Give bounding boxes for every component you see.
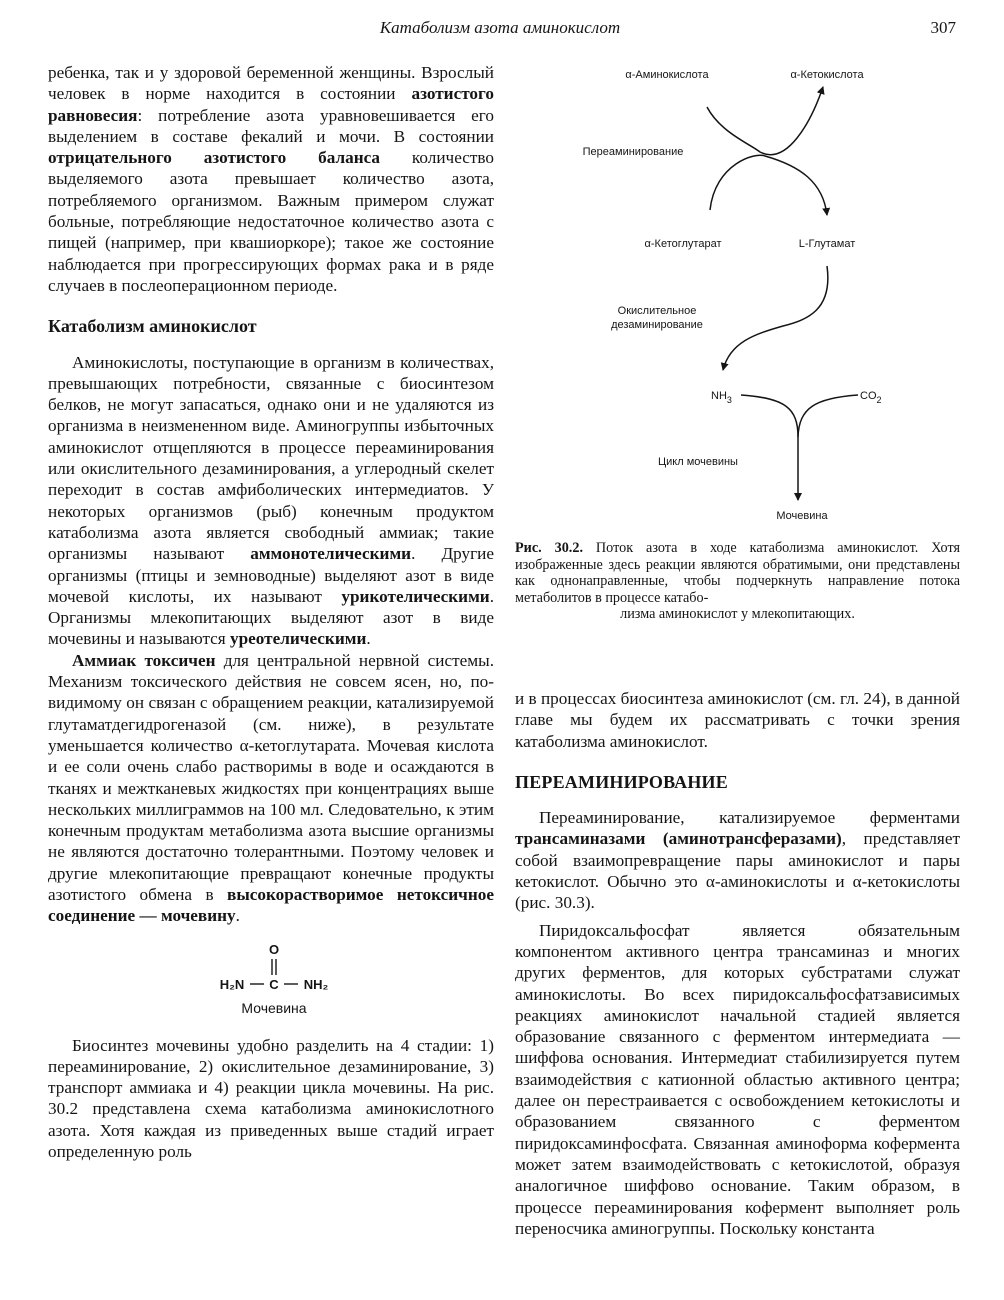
label-l-glutamate: L-Глутамат xyxy=(798,238,856,250)
label-transamination: Переаминирование xyxy=(582,146,684,158)
urea-right-group: NH₂ xyxy=(303,976,329,992)
label-nh3: $NH_3$ xyxy=(711,390,732,405)
caption-text: Рис. 30.2. Поток азота в ходе катаболизма аминокислот. Хотя изображенные здесь реакции являются обратимыми, они представлены как однонаправленные, чтобы подчеркнуть направление потока метаболитов в процессе катабо- xyxy=(515,540,960,606)
paragraph-urea-biosynthesis: Биосинтез мочевины удобно разделить на 4 стадии: 1) переаминирование, 2) окислительное дезаминирование, 3) транспорт аммиака и 4) реакции цикла мочевины. На рис. 30.2 представлена схема катаболизма аминокислотного азота. Хотя каждая из приведенных выше стадий играет определенную роль xyxy=(48,1035,494,1162)
page-number: 307 xyxy=(930,18,956,37)
running-head xyxy=(0,14,1004,38)
section-heading-transamination: ПЕРЕАМИНИРОВАНИЕ xyxy=(515,771,728,792)
left-column xyxy=(48,62,494,1162)
label-alpha-amino-acid: α-Аминокислота xyxy=(625,69,709,81)
figure-nitrogen-flow xyxy=(515,52,960,527)
label-urea-cycle: Цикл мочевины xyxy=(658,456,738,468)
caption-label: Рис. 30.2. xyxy=(515,540,583,556)
urea-carbon: C xyxy=(269,976,279,992)
paragraph-nitrogen-balance: ребенка, так и у здоровой беременной женщины. Взрослый человек в норме находится в состоянии азотистого равновесия: потребление азота уравновешивается его выделением в составе фекалий и мочи. В состоянии отрицательного азотистого баланса количество выделяемого азота превышает количество азота, потребляемого организмом. Важным примером служат больные, потребляющие недостаточное количество азота с пищей (например, при квашиоркоре); такое же состояние наблюдается при прогрессирующих формах рака и в ряде случаев в послеоперационном периоде. xyxy=(48,63,494,295)
right-column xyxy=(515,688,960,1239)
term-ammonia-toxic: Аммиак токсичен xyxy=(72,650,216,670)
arrow-transamination-top xyxy=(707,87,823,155)
paragraph-transamination: Переаминирование, катализируемое ферментами трансаминазами (аминотрансферазами), представляет собой взаимопревращение пары аминокислот и пары кетокислот. Обычно это α-аминокислоты и α-кетокислоты (рис. 30.3). xyxy=(515,808,960,913)
term-transaminases: трансаминазами (аминотрансферазами) xyxy=(515,829,842,849)
term-urea-compound: высокорастворимое нетоксичное соединение — мочевину xyxy=(48,884,494,926)
arrow-oxidative-deamination xyxy=(723,266,828,370)
label-alpha-keto-acid: α-Кетокислота xyxy=(790,69,864,81)
label-oxidative-2: дезаминирование xyxy=(611,319,703,331)
urea-oxygen: O xyxy=(268,941,280,957)
urea-structure-diagram xyxy=(206,941,346,1023)
urea-left-group: H₂N xyxy=(219,976,245,992)
arrow-nh3-to-urea xyxy=(741,395,798,500)
caption-last-line: лизма аминокислот у млекопитающих. xyxy=(620,606,855,622)
figure-caption xyxy=(515,540,960,623)
section-heading-catabolism: Катаболизм аминокислот xyxy=(48,316,257,337)
term-nitrogen-equilibrium: азотистого равновесия xyxy=(48,84,494,125)
arrow-co2-merge xyxy=(798,395,858,437)
term-ammonotelic: аммонотелическими xyxy=(250,544,412,564)
term-negative-balance: отрицательного азотистого баланса xyxy=(48,148,381,168)
term-ureotelic: уреотелическими xyxy=(230,629,367,649)
nitrogen-flow-diagram xyxy=(515,52,960,527)
arrow-transamination-bottom xyxy=(710,155,827,215)
urea-structure xyxy=(48,941,494,1023)
paragraph-continuation: и в процессах биосинтеза аминокислот (см. гл. 24), в данной главе мы будем их рассматривать с точки зрения катаболизма аминокислот. xyxy=(515,689,960,751)
running-title: Катаболизм азота аминокислот xyxy=(379,18,621,37)
label-urea: Мочевина xyxy=(776,510,828,522)
urea-name: Мочевина xyxy=(241,999,307,1016)
paragraph-pyridoxal-phosphate: Пиридоксальфосфат является обязательным компонентом активного центра трансаминаз и многих других ферментов, для которых субстратами служат аминокислоты. Во всех пиридоксальфосфатзависимых реакциях аминокислот начальной стадией является образование связанного с ферментом интермедиата — шиффова основания. Интермедиат стабилизируется путем взаимодействия с катионной областью активного центра; далее он перестраивается с освобождением кетокислоты и образованием связанного с ферментом пиридоксаминфосфата. Связанная аминоформа кофермента может затем взаимодействовать с кетокислотой, образуя аналогичное шиффово основание. Таким образом, в процессе переаминирования кофермент выполняет роль переносчика аминогруппы. Поскольку константа xyxy=(515,920,960,1238)
label-alpha-ketoglutarate: α-Кетоглутарат xyxy=(644,238,722,250)
paragraph-amino-acid-catabolism: Аминокислоты, поступающие в организм в количествах, превышающих потребности, связанные с биосинтезом белков, не могут запасаться, однако они и не удаляются из организма в неизмененном виде. Аминогруппы избыточных аминокислот отщепляются в процессе переаминирования или окислительного дезаминирования, а углеродный скелет переходит в состав амфиболических интермедиатов. У некоторых организмов (рыб) конечным продуктом катаболизма азота является свободный аммиак; такие организмы называют аммонотелическими. Другие организмы (птицы и земноводные) выделяют азот в виде мочевой кислоты, их называют урикотелическими. Организмы млекопитающих выделяют азот в виде мочевины и называются уреотелическими. xyxy=(48,352,495,649)
label-oxidative-1: Окислительное xyxy=(617,305,697,317)
term-uricotelic: урикотелическими xyxy=(341,586,490,606)
paragraph-ammonia-toxicity: Аммиак токсичен для центральной нервной системы. Механизм токсического действия не совсем ясен, но, по-видимому он связан с обращением реакции, катализируемой глутаматдегидрогеназой (см. ниже), в результате уменьшается количество α-кетоглутарата. Мочевая кислота и ее соли очень слабо растворимы в воде и осаждаются в тканях и межтканевых жидкостях при концентрациях выше нескольких миллиграммов на 100 мл. Следовательно, к этим конечным продуктам метаболизма азота высшие организмы не являются достаточно толерантными. Поэтому человек и другие млекопитающие превращают конечные продукты азотистого обмена в высокорастворимое нетоксичное соединение — мочевину. xyxy=(48,650,494,926)
label-co2: $CO_2$ xyxy=(860,390,882,405)
